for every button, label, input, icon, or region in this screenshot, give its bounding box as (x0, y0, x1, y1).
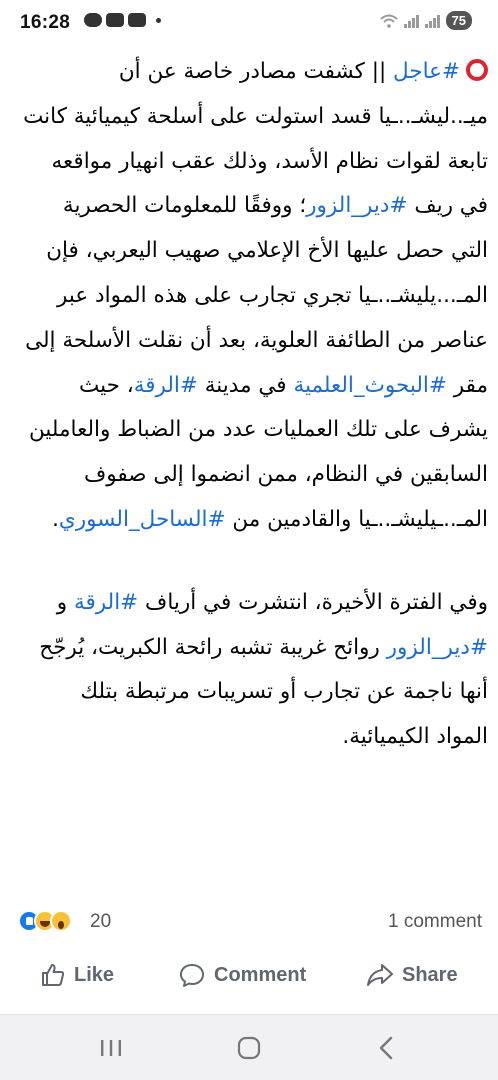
battery-indicator: 75 (446, 11, 472, 30)
hashtag-link[interactable]: #الساحل_السوري (58, 506, 226, 532)
like-button[interactable] (40, 952, 114, 998)
signal-icon (404, 14, 419, 28)
android-navigation-bar (0, 1014, 498, 1080)
hashtag-link[interactable]: #الرقة (73, 589, 139, 615)
comment-button[interactable] (178, 952, 306, 998)
share-arrow-icon (366, 962, 394, 988)
reaction-count[interactable]: 20 (90, 911, 112, 932)
post-text-segment: روائح غريبة تشبه رائحة الكبريت، يُرجّح أنها ناجمة عن تجارب أو تسريبات مرتبطة بتلك المواد الكيميائية. (39, 634, 488, 750)
share-button[interactable] (366, 952, 458, 998)
hashtag-link[interactable]: #البحوث_العلمية (293, 372, 447, 398)
hashtag-link[interactable]: #الرقة (133, 372, 198, 398)
clock: 16:28 (20, 12, 71, 33)
share-label: Share (402, 963, 458, 986)
signal-icon-2 (425, 14, 440, 28)
post-text-segment: . (52, 506, 59, 532)
post-text-segment: و (56, 589, 74, 615)
post-paragraph-2 (22, 581, 488, 760)
red-circle-icon (466, 59, 488, 81)
reactions-summary[interactable] (0, 904, 498, 940)
system-icons (380, 11, 472, 30)
post-actions (0, 952, 498, 998)
comment-count[interactable]: 1 comment (388, 911, 482, 932)
thumbs-up-icon (40, 962, 66, 988)
post-text-segment: ، حيث يشرف على تلك العمليات عدد من الضباط والعاملين السابقين في النظام، ممن انضموا إلى صفوف المـ..ـيليشـ..ـيا والقادمين من (29, 372, 488, 532)
hashtag-link[interactable]: #عاجل (393, 59, 460, 84)
reaction-icons[interactable] (18, 910, 66, 932)
like-label: Like (74, 963, 115, 986)
youtube-icon (106, 13, 124, 27)
post-text-segment: || كشفت مصادر خاصة عن أن ميـ..ليشـ..ـيا قسد استولت على أسلحة كيميائية كانت تابعة لقوات نظام الأسد، وذلك عقب انهيار مواقعه في ريف (23, 59, 488, 219)
recents-icon[interactable] (96, 1033, 126, 1063)
post-text-segment: ؛ ووفقًا للمعلومات الحصرية التي حصل عليها الأخ الإعلامي صهيب اليعربي، فإن المـ...يليشـ..ـيا تجري تجارب على هذه المواد عبر عناصر من الطائفة العلوية، بعد أن نقلت الأسلحة إلى مقر (25, 193, 488, 398)
post-body (22, 50, 488, 760)
comment-bubble-icon (178, 962, 206, 988)
post-text-segment: وفي الفترة الأخيرة، انتشرت في أرياف (138, 589, 488, 615)
back-icon[interactable] (372, 1033, 402, 1063)
notification-icons (84, 13, 161, 27)
comment-label: Comment (214, 963, 307, 986)
youtube-icon-2 (128, 13, 146, 27)
hashtag-link[interactable]: #دير_الزور (306, 193, 408, 219)
messenger-icon (84, 13, 102, 27)
hashtag-link[interactable]: #دير_الزور (386, 634, 488, 660)
status-bar (0, 0, 498, 46)
home-icon[interactable] (234, 1033, 264, 1063)
wow-reaction-icon (50, 910, 72, 932)
more-notifications-dot (156, 18, 161, 23)
post-text-segment: في مدينة (197, 372, 294, 398)
wifi-icon (380, 14, 398, 28)
post-paragraph-1 (22, 50, 488, 543)
